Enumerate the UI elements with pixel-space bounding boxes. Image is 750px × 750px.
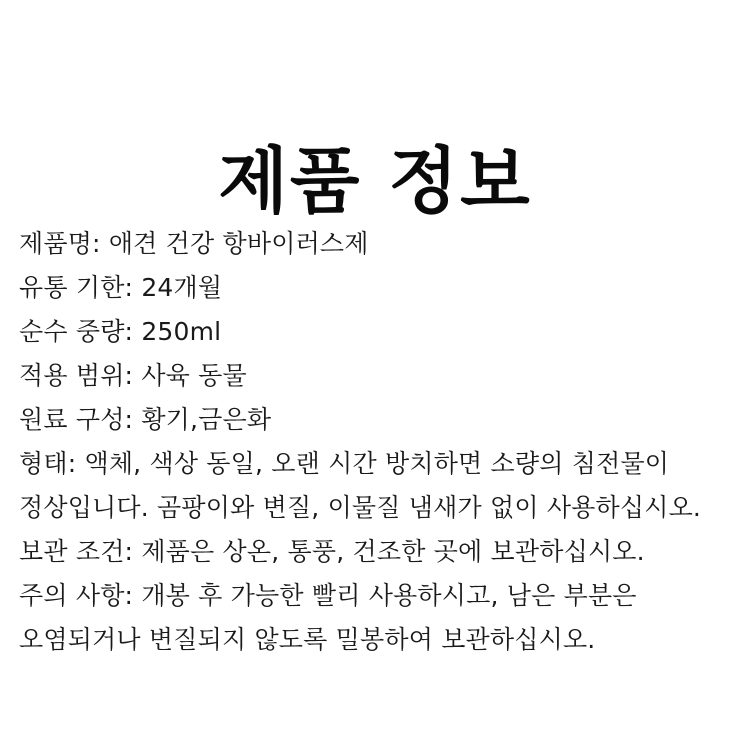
info-line-scope: 적용 범위: 사육 동물 [19, 361, 247, 390]
info-line-net-weight: 순수 중량: 250ml [19, 317, 222, 346]
info-line-caution: 주의 사항: 개봉 후 가능한 빨리 사용하시고, 남은 부분은 [19, 581, 637, 610]
info-line-caution-continued: 오염되거나 변질되지 않도록 밀봉하여 보관하십시오. [19, 625, 596, 654]
info-line-expiry: 유통 기한: 24개월 [19, 273, 223, 302]
page-title: 제품 정보 [218, 139, 532, 224]
info-line-form-continued: 정상입니다. 곰팡이와 변질, 이물질 냄새가 없이 사용하십시오. [19, 493, 702, 522]
product-info-list [19, 222, 739, 662]
info-line-ingredients: 원료 구성: 황기,금은화 [19, 405, 272, 434]
info-line-storage: 보관 조건: 제품은 상온, 통풍, 건조한 곳에 보관하십시오. [19, 537, 645, 566]
info-line-product-name: 제품명: 애견 건강 항바이러스제 [19, 229, 369, 258]
info-line-form: 형태: 액체, 색상 동일, 오랜 시간 방치하면 소량의 침전물이 [19, 449, 670, 478]
